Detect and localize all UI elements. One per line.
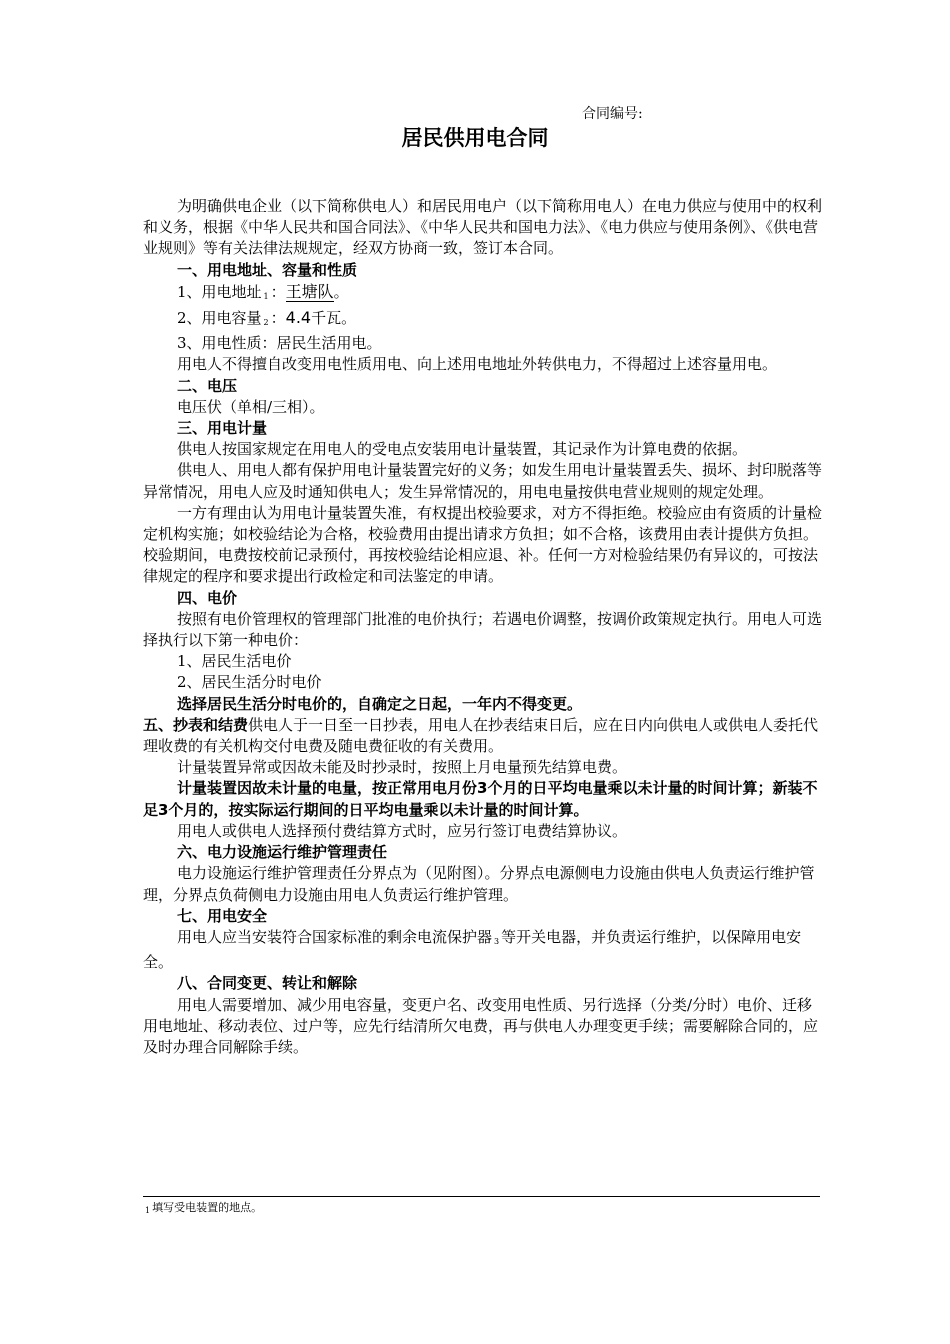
section-5-paragraph-2: 计量装置异常或因故未能及时抄录时，按照上月电量预先结算电费。 xyxy=(177,758,628,777)
section-5-heading: 五、抄表和结费 xyxy=(143,715,249,734)
section-1-paragraph: 用电人不得擅自改变用电性质用电、向上述用电地址外转供电力，不得超过上述容量用电。 xyxy=(177,355,778,374)
capacity-unit: 千瓦。 xyxy=(311,309,357,328)
section-7-text-a: 用电人应当安装符合国家标准的剩余电流保护器 xyxy=(177,927,493,946)
price-option-1: 1、居民生活电价 xyxy=(177,652,292,671)
section-7-text-b: 等开关电器，并负责运行维护，以保障用电安全。 xyxy=(143,927,802,972)
section-3-paragraph-3: 一方有理由认为用电计量装置失准，有权提出校验要求，对方不得拒绝。校验应由有资质的计量检定机构实施；如校验结论为合格，校验费用由提出请求方负担；如不合格，该费用由表计提供方负担。校验期间，电费按校前记录预付，再按校验结论相应退、补。任何一方对检验结果仍有异议的，可按法律规定的程序和要求提出行政检定和司法鉴定的申请。 xyxy=(143,503,823,586)
section-6-heading: 六、电力设施运行维护管理责任 xyxy=(177,843,388,862)
section-8-paragraph-1: 用电人需要增加、减少用电容量，变更户名、改变用电性质、另行选择（分类/分时）电价、迁移用电地址、移动表位、过户等，应先行结清所欠电费，再与供电人办理变更手续；需要解除合同的，应及时办理合同解除手续。 xyxy=(143,995,819,1056)
price-option-2: 2、居民生活分时电价 xyxy=(177,673,322,692)
section-3-paragraph-1: 供电人按国家规定在用电人的受电点安装用电计量装置，其记录作为计算电费的依据。 xyxy=(177,440,748,459)
contract-body xyxy=(143,196,823,1058)
section-4-heading: 四、电价 xyxy=(177,588,238,607)
section-3-paragraph-2: 供电人、用电人都有保护用电计量装置完好的义务；如发生用电计量装置丢失、损坏、封印脱落等异常情况，用电人应及时通知供电人；发生异常情况的，用电电量按供电营业规则的规定处理。 xyxy=(143,461,823,501)
section-8-heading: 八、合同变更、转让和解除 xyxy=(177,974,358,993)
voltage-line: 电压伏（单相/三相）。 xyxy=(177,397,325,416)
address-end: 。 xyxy=(333,282,349,301)
section-1-heading: 一、用电地址、容量和性质 xyxy=(177,260,358,279)
section-7-heading: 七、用电安全 xyxy=(177,906,268,925)
contract-number-label: 合同编号: xyxy=(582,106,643,122)
address-line xyxy=(143,281,823,307)
section-5-paragraph-1 xyxy=(143,715,823,757)
footnote-ref-1: 1 xyxy=(263,291,269,301)
section-6-paragraph-1: 电力设施运行维护管理责任分界点为（见附图）。分界点电源侧电力设施由供电人负责运行维护管理，分界点负荷侧电力设施由用电人负责运行维护管理。 xyxy=(143,864,815,904)
address-value: 王塘队 xyxy=(285,281,334,301)
section-3-heading: 三、用电计量 xyxy=(177,419,268,438)
address-separator: ： xyxy=(270,282,286,301)
section-4-note: 选择居民生活分时电价的，自确定之日起，一年内不得变更。 xyxy=(177,694,583,713)
intro-paragraph: 为明确供电企业（以下简称供电人）和居民用电户（以下简称用电人）在电力供应与使用中的权利和义务，根据《中华人民共和国合同法》、《中华人民共和国电力法》、《电力供应与使用条例》、《供电营业规则》等有关法律法规规定，经双方协商一致，签订本合同。 xyxy=(143,197,823,258)
address-label: 1、用电地址 xyxy=(177,282,262,301)
nature-line: 3、用电性质：居民生活用电。 xyxy=(177,334,382,353)
section-4-paragraph-1: 按照有电价管理权的管理部门批准的电价执行；若遇电价调整，按调价政策规定执行。用电人可选择执行以下第一种电价： xyxy=(143,609,823,650)
section-5-text-1: 供电人于一日至一日抄表，用电人在抄表结束日后，应在日内向供电人或供电人委托代理收费的有关机构交付电费及随电费征收的有关费用。 xyxy=(143,715,819,756)
section-7-paragraph-1 xyxy=(143,927,823,973)
footnote-text: 填写受电装置的地点。 xyxy=(152,1201,263,1214)
capacity-value: 4.4 xyxy=(285,308,312,328)
section-5-paragraph-3: 计量装置因故未计量的电量，按正常用电月份3个月的日平均电量乘以未计量的时间计算；新装不足3个月的，按实际运行期间的日平均电量乘以未计量的时间计算。 xyxy=(143,779,818,819)
section-5-paragraph-4: 用电人或供电人选择预付费结算方式时，应另行签订电费结算协议。 xyxy=(177,821,628,840)
footnote-divider xyxy=(143,1196,820,1197)
footnote xyxy=(143,1199,262,1215)
capacity-label: 2、用电容量 xyxy=(177,309,262,328)
footnote-number: 1 xyxy=(145,1206,151,1215)
footnote-ref-3: 3 xyxy=(494,936,500,946)
document-title: 居民供用电合同 xyxy=(401,126,549,150)
footnote-ref-2: 2 xyxy=(263,318,269,328)
capacity-line xyxy=(143,307,823,333)
section-2-heading: 二、电压 xyxy=(177,376,238,395)
capacity-separator: ： xyxy=(270,309,286,328)
